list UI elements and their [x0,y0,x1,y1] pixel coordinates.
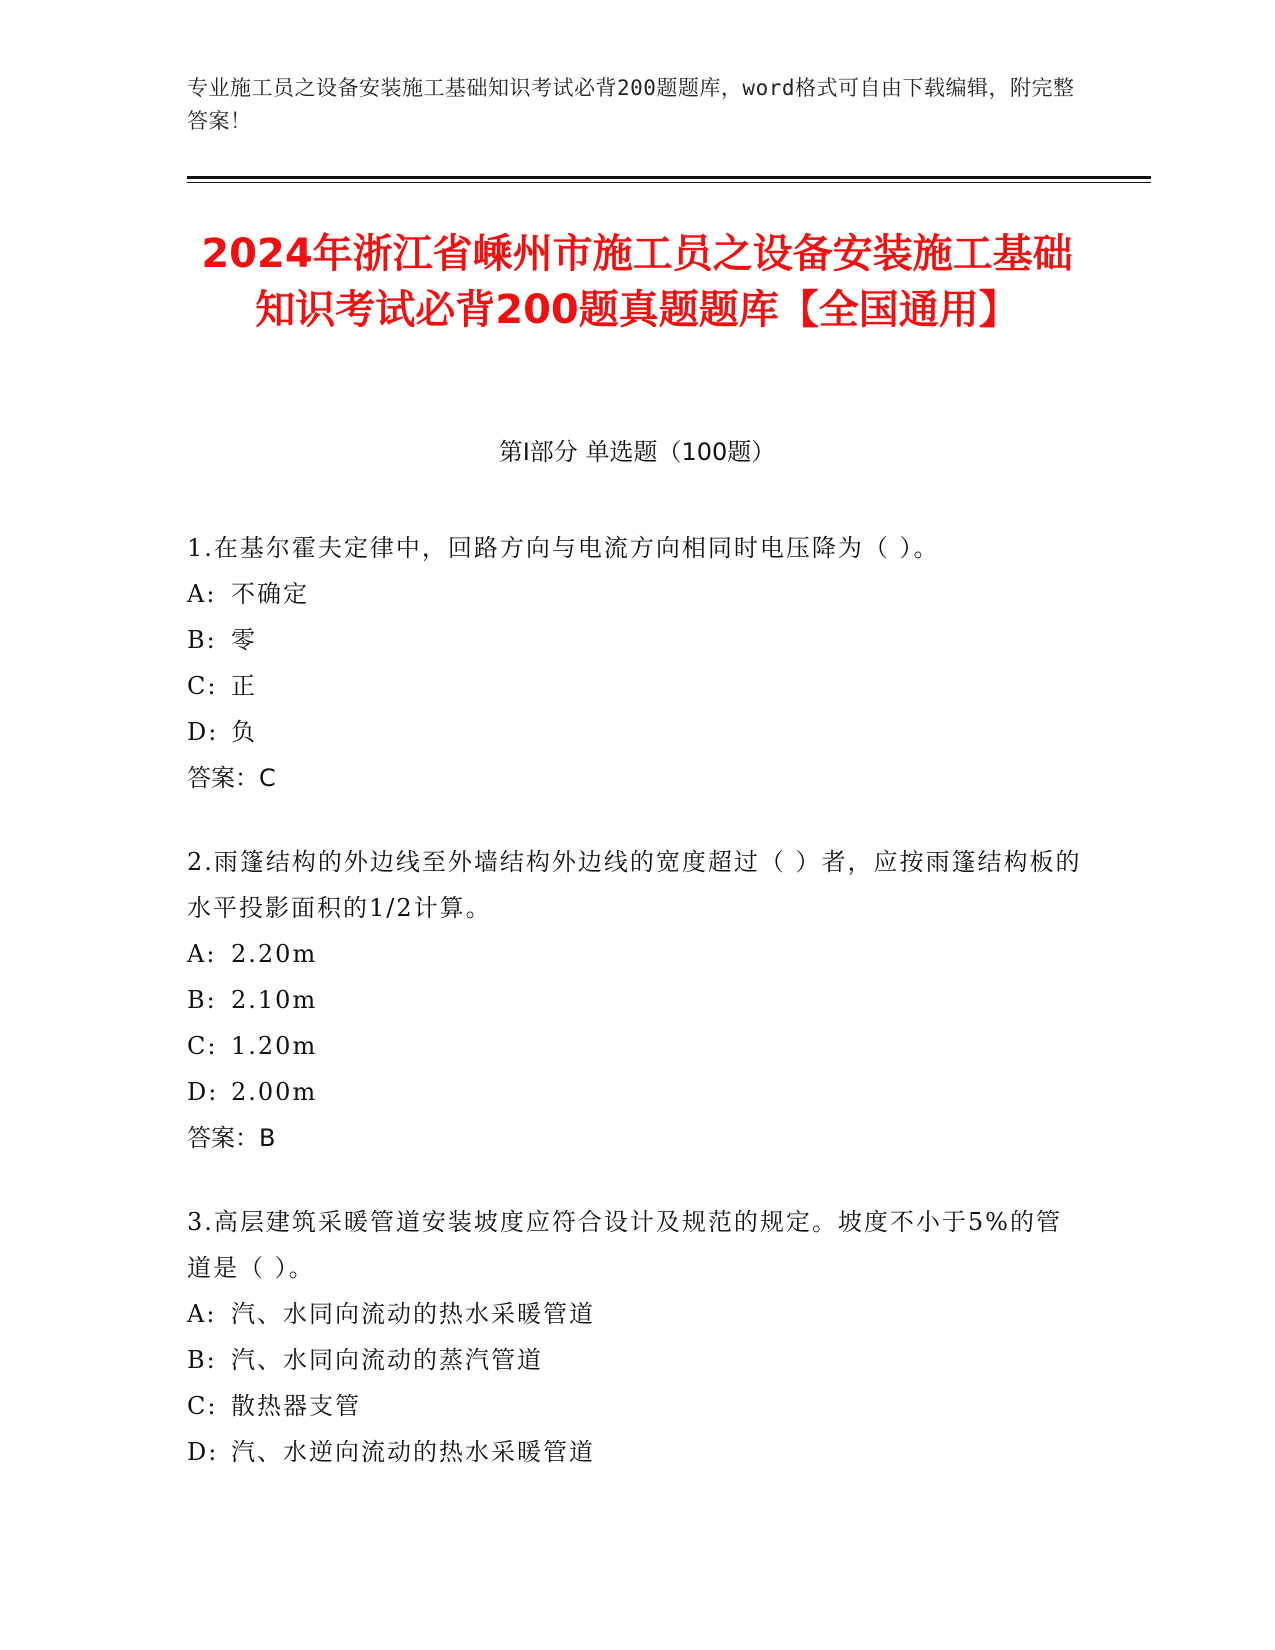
option-b [187,977,1087,1023]
option-key: A: [187,580,217,608]
header-rule-thin [187,182,1151,183]
question-stem: 1.在基尔霍夫定律中，回路方向与电流方向相同时电压降为（ ）。 [187,534,940,562]
question-3 [187,1199,1087,1475]
question-stem: 2.雨篷结构的外边线至外墙结构外边线的宽度超过（ ）者，应按雨篷结构板的水平投影面积的1/2计算。 [187,848,1082,922]
option-key: D: [187,1438,219,1466]
option-key: C: [187,1392,218,1420]
option-text: 2.20m [231,940,318,968]
option-text: 负 [231,718,257,746]
header-note: 专业施工员之设备安装施工基础知识考试必背200题题库，word格式可自由下载编辑，附完整答案！ [187,76,1075,133]
question-list [187,525,1087,1513]
option-d [187,709,1087,755]
option-text: 散热器支管 [231,1392,361,1420]
option-key: A: [187,940,217,968]
option-b [187,617,1087,663]
option-text: 汽、水同向流动的蒸汽管道 [231,1346,543,1374]
option-d [187,1429,1087,1475]
option-text: 汽、水同向流动的热水采暖管道 [231,1300,595,1328]
option-a [187,571,1087,617]
option-key: D: [187,1078,219,1106]
option-key: D: [187,718,219,746]
question-1 [187,525,1087,801]
option-key: B: [187,626,217,654]
option-text: 汽、水逆向流动的热水采暖管道 [231,1438,595,1466]
option-text: 2.10m [231,986,318,1014]
header-rule-thick [187,176,1151,179]
option-c [187,663,1087,709]
option-c [187,1383,1087,1429]
option-key: C: [187,672,218,700]
option-key: A: [187,1300,217,1328]
option-text: 2.00m [231,1078,318,1106]
option-key: B: [187,986,217,1014]
document-title: 2024年浙江省嵊州市施工员之设备安装施工基础知识考试必背200题真题题库【全国通用】 [201,231,1073,333]
answer: 答案：B [187,1124,276,1152]
option-c [187,1023,1087,1069]
answer: 答案：C [187,764,276,792]
option-a [187,931,1087,977]
option-text: 不确定 [231,580,309,608]
section-title: 第I部分 单选题（100题） [498,438,776,466]
option-key: C: [187,1032,218,1060]
option-key: B: [187,1346,217,1374]
option-text: 零 [231,626,257,654]
question-2 [187,839,1087,1161]
question-stem: 3.高层建筑采暖管道安装坡度应符合设计及规范的规定。坡度不小于5%的管道是（ ）。 [187,1208,1062,1282]
option-a [187,1291,1087,1337]
option-d [187,1069,1087,1115]
option-b [187,1337,1087,1383]
option-text: 正 [231,672,257,700]
option-text: 1.20m [231,1032,318,1060]
